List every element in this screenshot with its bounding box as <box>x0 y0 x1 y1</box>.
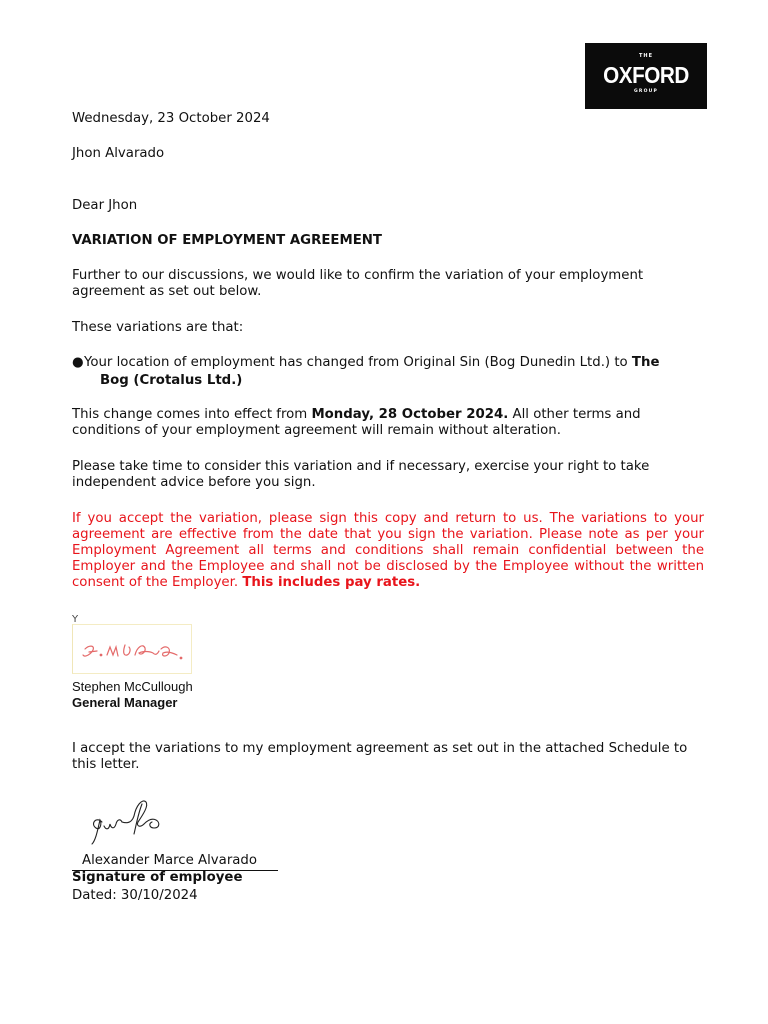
notice-text: If you accept the variation, please sign this copy and return to us. The variations to your agreement are effective from the date that you sign the variation. Please note as per your Employment Agreement all terms and conditions shall remain confidential between the Employer and the Employee and shall not be disclosed by the Employee without the written consent of the Employer. <box>72 511 704 590</box>
acceptance-statement: I accept the variations to my employment agreement as set out in the attached Schedule to this letter. <box>72 741 688 772</box>
signature-date: Dated: 30/10/2024 <box>72 888 198 903</box>
signer-title: General Manager <box>72 695 178 710</box>
notice-bold: This includes pay rates. <box>242 575 421 590</box>
signature-mark: Y <box>72 614 79 625</box>
intro-paragraph: Further to our discussions, we would like to confirm the variation of your employment agreement as set out below. <box>72 268 644 299</box>
effect-pre: This change comes into effect from <box>72 407 312 422</box>
employee-name-line <box>72 852 278 871</box>
letter-subject: VARIATION OF EMPLOYMENT AGREEMENT <box>72 233 383 248</box>
employee-signature-icon <box>76 794 191 856</box>
employee-name: Alexander Marce Alvarado <box>82 853 258 868</box>
company-logo <box>585 43 707 109</box>
manager-signature <box>72 624 192 674</box>
employee-signature <box>76 794 191 856</box>
effect-date: Monday, 28 October 2024. <box>311 407 509 422</box>
bullet-text: Your location of employment has changed from Original Sin (Bog Dunedin Ltd.) to <box>84 355 632 370</box>
confidential-notice <box>72 511 704 591</box>
manager-signature-icon <box>73 625 191 673</box>
signer-name: Stephen McCullough <box>72 679 193 694</box>
employee-signature-label: Signature of employee <box>72 870 243 885</box>
bullet-dot-icon: ● <box>72 355 84 370</box>
letter-date: Wednesday, 23 October 2024 <box>72 111 270 126</box>
effective-date-paragraph <box>72 407 712 439</box>
logo-name: OXFORD <box>603 62 689 88</box>
advice-paragraph: Please take time to consider this variation and if necessary, exercise your right to take independent advice before you sign. <box>72 459 650 490</box>
variations-intro: These variations are that: <box>72 320 244 335</box>
recipient-name: Jhon Alvarado <box>72 146 165 161</box>
bullet-bold-1: The <box>631 355 660 370</box>
effect-post: All other terms and conditions of your employment agreement will remain without alteration. <box>72 407 641 438</box>
logo-the: THE <box>638 53 653 59</box>
bullet-line-1 <box>84 354 712 372</box>
salutation: Dear Jhon <box>72 198 138 213</box>
logo-group: GROUP <box>634 89 658 94</box>
bullet-bold-2: Bog (Crotalus Ltd.) <box>100 373 243 388</box>
